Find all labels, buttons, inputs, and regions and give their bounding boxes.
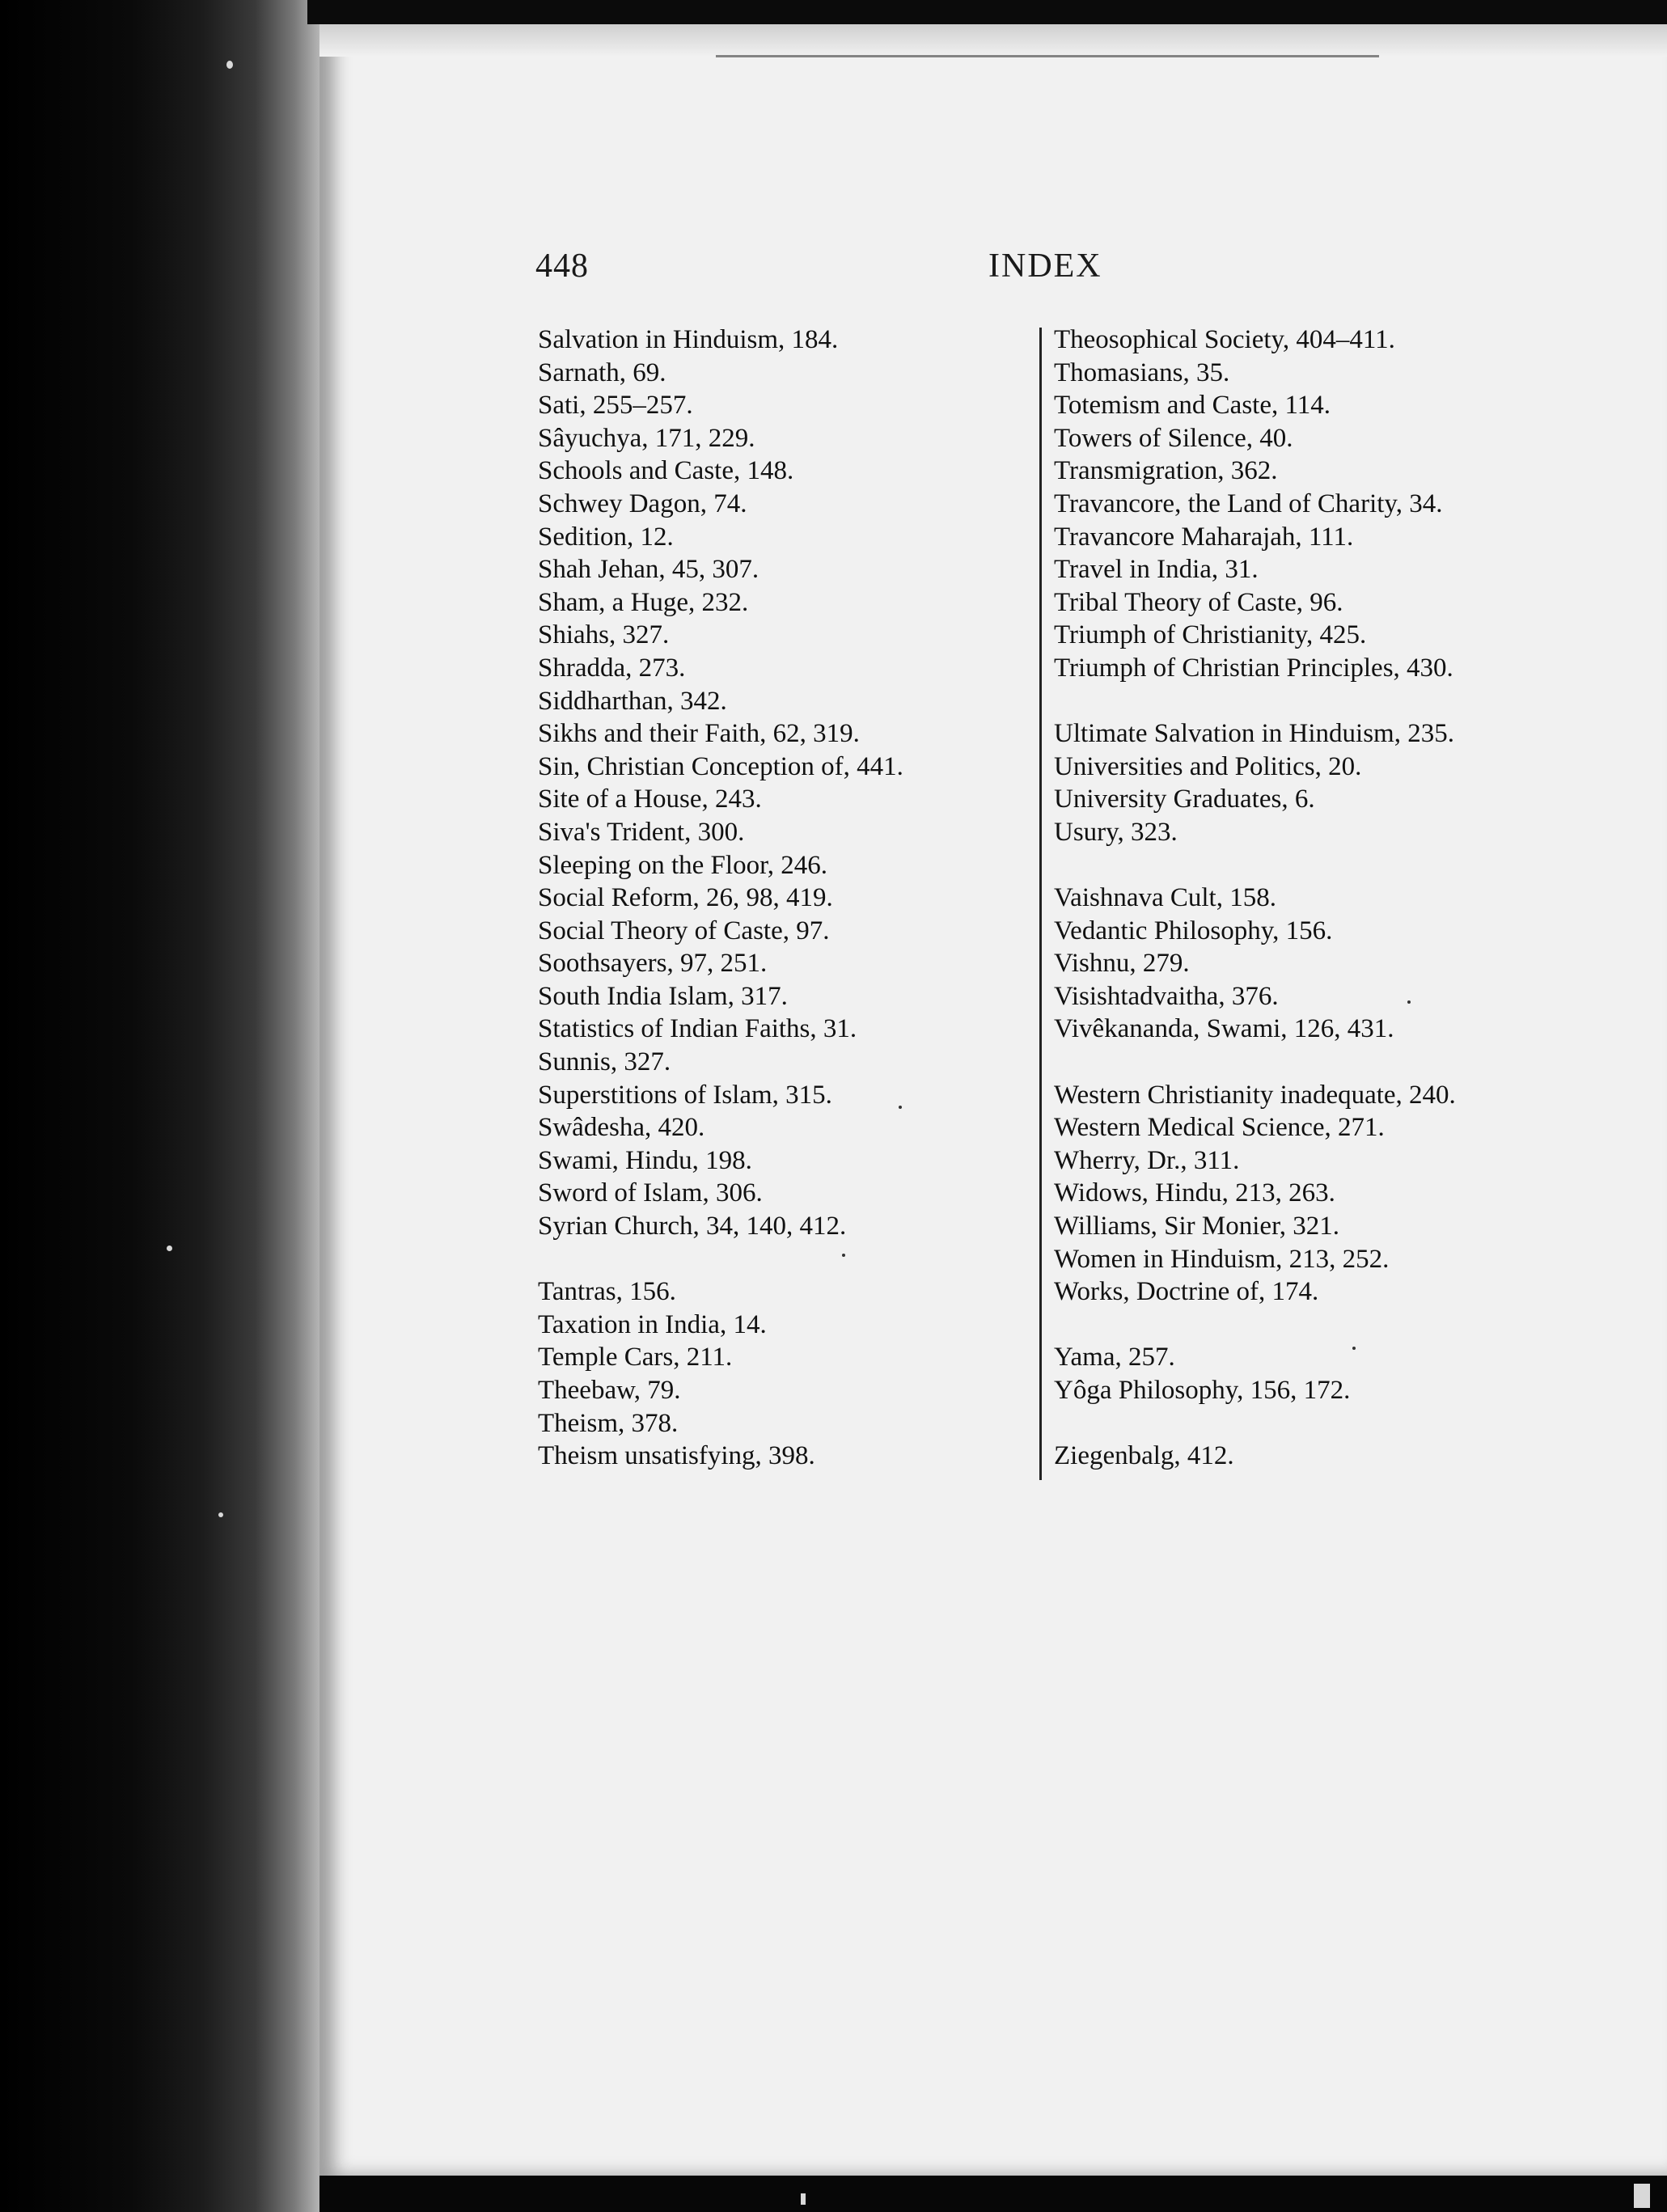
- index-entry: Salvation in Hinduism, 184.: [538, 325, 839, 354]
- index-entry: Towers of Silence, 40.: [1054, 423, 1293, 453]
- ink-speck: [842, 1254, 845, 1257]
- index-entry: Theosophical Society, 404–411.: [1054, 325, 1395, 354]
- index-entry: Temple Cars, 211.: [538, 1343, 733, 1372]
- index-entry: Western Christianity inadequate, 240.: [1054, 1080, 1456, 1110]
- bottom-speck: [1634, 2184, 1650, 2208]
- index-entry: Works, Doctrine of, 174.: [1054, 1277, 1319, 1307]
- index-entry: Yama, 257.: [1054, 1343, 1175, 1372]
- ink-speck: [1407, 1000, 1411, 1004]
- index-entry: Triumph of Christianity, 425.: [1054, 620, 1367, 650]
- index-entry: Travancore, the Land of Charity, 34.: [1054, 489, 1443, 518]
- index-entry: Usury, 323.: [1054, 817, 1178, 847]
- section-gap: [1054, 1309, 1456, 1342]
- index-entry: Vishnu, 279.: [1054, 949, 1190, 979]
- index-entry: Site of a House, 243.: [538, 785, 762, 814]
- index-entry: Ultimate Salvation in Hinduism, 235.: [1054, 719, 1454, 749]
- page-top-edge-line: [716, 55, 1379, 57]
- index-entry: Wherry, Dr., 311.: [1054, 1145, 1240, 1175]
- index-entry: Visishtadvaitha, 376.: [1054, 981, 1279, 1011]
- index-entry: Vedantic Philosophy, 156.: [1054, 916, 1333, 945]
- index-column-right: [1054, 324, 1456, 1473]
- index-entry: Sleeping on the Floor, 246.: [538, 850, 827, 880]
- index-entry: Totemism and Caste, 114.: [1054, 391, 1331, 421]
- index-entry: Shiahs, 327.: [538, 620, 670, 650]
- index-entry: Shradda, 273.: [538, 653, 686, 683]
- book-page: [319, 24, 1667, 2176]
- column-divider: [1039, 328, 1042, 1480]
- page-number: 448: [535, 247, 589, 285]
- index-entry: Sword of Islam, 306.: [538, 1178, 763, 1208]
- index-entry: Schwey Dagon, 74.: [538, 489, 747, 518]
- index-entry: Social Theory of Caste, 97.: [538, 916, 830, 945]
- index-column-left: [538, 324, 903, 1473]
- index-entry: Triumph of Christian Principles, 430.: [1054, 653, 1453, 683]
- book-spine-shadow: [0, 0, 328, 2212]
- index-entry: Tribal Theory of Caste, 96.: [1054, 587, 1343, 617]
- index-entry: Shah Jehan, 45, 307.: [538, 555, 759, 585]
- index-entry: Sin, Christian Conception of, 441.: [538, 751, 903, 781]
- ink-speck: [899, 1106, 902, 1109]
- bottom-speck: [801, 2193, 806, 2205]
- index-entry: Soothsayers, 97, 251.: [538, 949, 768, 979]
- section-gap: [1054, 1046, 1456, 1079]
- index-entry: Travel in India, 31.: [1054, 555, 1259, 585]
- index-entry: Swâdesha, 420.: [538, 1113, 705, 1143]
- index-entry: Thomasians, 35.: [1054, 357, 1230, 387]
- index-entry: South India Islam, 317.: [538, 981, 788, 1011]
- index-entry: Williams, Sir Monier, 321.: [1054, 1212, 1339, 1241]
- index-entry: Travancore Maharajah, 111.: [1054, 522, 1354, 552]
- index-entry: Theism unsatisfying, 398.: [538, 1441, 815, 1471]
- index-entry: Sarnath, 69.: [538, 357, 666, 387]
- spine-speck: [167, 1246, 172, 1251]
- index-entry: Ziegenbalg, 412.: [1054, 1441, 1234, 1471]
- index-entry: Theebaw, 79.: [538, 1376, 681, 1405]
- index-entry: Superstitions of Islam, 315.: [538, 1080, 832, 1110]
- spine-speck: [226, 61, 233, 69]
- index-entry: Sikhs and their Faith, 62, 319.: [538, 719, 860, 749]
- index-entry: Western Medical Science, 271.: [1054, 1113, 1385, 1143]
- index-entry: Yôga Philosophy, 156, 172.: [1054, 1376, 1351, 1405]
- section-gap: [538, 1243, 903, 1276]
- index-entry: Sunnis, 327.: [538, 1047, 671, 1077]
- index-entry: Theism, 378.: [538, 1408, 679, 1438]
- index-entry: Siddharthan, 342.: [538, 686, 727, 716]
- index-entry: University Graduates, 6.: [1054, 785, 1315, 814]
- index-entry: Widows, Hindu, 213, 263.: [1054, 1178, 1335, 1208]
- index-entry: Sedition, 12.: [538, 522, 674, 552]
- index-entry: Transmigration, 362.: [1054, 456, 1278, 486]
- running-head: INDEX: [988, 247, 1102, 285]
- index-entry: Syrian Church, 34, 140, 412.: [538, 1212, 847, 1241]
- index-entry: Sati, 255–257.: [538, 391, 693, 421]
- index-entry: Women in Hinduism, 213, 252.: [1054, 1244, 1390, 1274]
- bottom-dark-band: [319, 2176, 1667, 2212]
- index-entry: Sâyuchya, 171, 229.: [538, 423, 755, 453]
- index-entry: Universities and Politics, 20.: [1054, 751, 1362, 781]
- index-entry: Siva's Trident, 300.: [538, 817, 745, 847]
- index-entry: Sham, a Huge, 232.: [538, 587, 749, 617]
- index-entry: Schools and Caste, 148.: [538, 456, 794, 486]
- top-dark-band: [307, 0, 1667, 24]
- spine-speck: [218, 1512, 223, 1517]
- ink-speck: [1352, 1347, 1356, 1350]
- section-gap: [1054, 1407, 1456, 1440]
- index-entry: Vaishnava Cult, 158.: [1054, 883, 1276, 913]
- section-gap: [1054, 685, 1456, 718]
- index-entry: Tantras, 156.: [538, 1277, 676, 1307]
- index-entry: Vivêkananda, Swami, 126, 431.: [1054, 1014, 1394, 1044]
- section-gap: [1054, 849, 1456, 882]
- index-entry: Swami, Hindu, 198.: [538, 1145, 752, 1175]
- index-entry: Social Reform, 26, 98, 419.: [538, 883, 833, 913]
- index-entry: Statistics of Indian Faiths, 31.: [538, 1014, 857, 1044]
- index-entry: Taxation in India, 14.: [538, 1309, 767, 1339]
